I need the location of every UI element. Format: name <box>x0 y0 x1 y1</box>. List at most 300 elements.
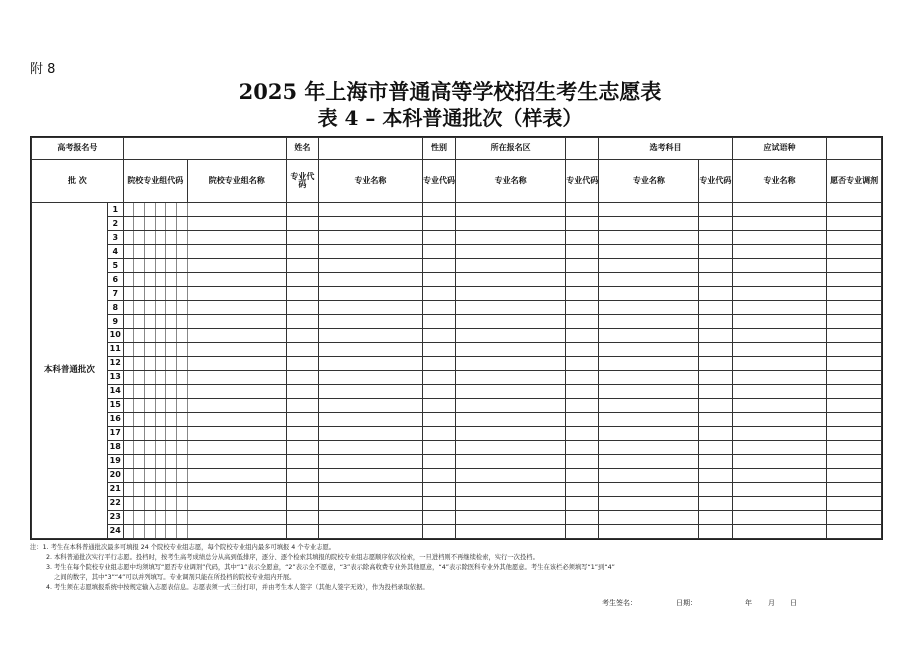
major-name-cell[interactable] <box>732 343 827 357</box>
group-code-digit-cell[interactable] <box>177 287 188 301</box>
major-name-cell[interactable] <box>732 245 827 259</box>
group-code-digit-cell[interactable] <box>155 385 166 399</box>
group-code-digit-cell[interactable] <box>145 496 156 510</box>
group-code-digit-cell[interactable] <box>145 371 156 385</box>
group-code-digit-cell[interactable] <box>145 524 156 538</box>
major-code-cell[interactable] <box>699 413 732 427</box>
group-code-digit-cell[interactable] <box>177 217 188 231</box>
major-name-cell[interactable] <box>732 357 827 371</box>
name-field[interactable] <box>318 138 422 160</box>
group-code-digit-cell[interactable] <box>134 259 145 273</box>
group-code-digit-cell[interactable] <box>123 273 134 287</box>
major-name-cell[interactable] <box>599 413 699 427</box>
major-code-cell[interactable] <box>422 440 455 454</box>
major-name-cell[interactable] <box>456 413 566 427</box>
adjust-cell[interactable] <box>827 413 882 427</box>
group-code-digit-cell[interactable] <box>177 385 188 399</box>
group-code-digit-cell[interactable] <box>145 301 156 315</box>
group-code-digit-cell[interactable] <box>166 468 177 482</box>
major-name-cell[interactable] <box>732 440 827 454</box>
group-code-digit-cell[interactable] <box>145 468 156 482</box>
major-code-cell[interactable] <box>422 273 455 287</box>
adjust-cell[interactable] <box>827 440 882 454</box>
major-name-cell[interactable] <box>599 231 699 245</box>
major-code-cell[interactable] <box>699 440 732 454</box>
group-name-cell[interactable] <box>187 385 286 399</box>
group-code-digit-cell[interactable] <box>123 217 134 231</box>
language-field[interactable] <box>827 138 882 160</box>
major-name-cell[interactable] <box>599 510 699 524</box>
group-code-digit-cell[interactable] <box>177 259 188 273</box>
adjust-cell[interactable] <box>827 454 882 468</box>
major-name-cell[interactable] <box>732 287 827 301</box>
major-code-cell[interactable] <box>566 399 599 413</box>
major-name-cell[interactable] <box>318 413 422 427</box>
major-code-cell[interactable] <box>422 510 455 524</box>
group-code-digit-cell[interactable] <box>145 217 156 231</box>
group-code-digit-cell[interactable] <box>123 399 134 413</box>
group-code-digit-cell[interactable] <box>177 482 188 496</box>
major-code-cell[interactable] <box>286 482 318 496</box>
major-name-cell[interactable] <box>732 413 827 427</box>
group-code-digit-cell[interactable] <box>166 217 177 231</box>
major-code-cell[interactable] <box>566 315 599 329</box>
group-name-cell[interactable] <box>187 413 286 427</box>
major-name-cell[interactable] <box>318 399 422 413</box>
group-code-digit-cell[interactable] <box>134 440 145 454</box>
group-code-digit-cell[interactable] <box>177 524 188 538</box>
major-name-cell[interactable] <box>456 468 566 482</box>
major-name-cell[interactable] <box>732 203 827 217</box>
group-code-digit-cell[interactable] <box>177 357 188 371</box>
group-name-cell[interactable] <box>187 315 286 329</box>
major-code-cell[interactable] <box>699 426 732 440</box>
major-name-cell[interactable] <box>599 482 699 496</box>
group-name-cell[interactable] <box>187 245 286 259</box>
group-name-cell[interactable] <box>187 203 286 217</box>
adjust-cell[interactable] <box>827 357 882 371</box>
group-code-digit-cell[interactable] <box>123 371 134 385</box>
major-name-cell[interactable] <box>318 371 422 385</box>
major-code-cell[interactable] <box>566 259 599 273</box>
group-code-digit-cell[interactable] <box>123 259 134 273</box>
group-code-digit-cell[interactable] <box>177 301 188 315</box>
group-code-digit-cell[interactable] <box>134 315 145 329</box>
major-code-cell[interactable] <box>422 203 455 217</box>
major-name-cell[interactable] <box>456 301 566 315</box>
adjust-cell[interactable] <box>827 329 882 343</box>
major-name-cell[interactable] <box>456 399 566 413</box>
major-code-cell[interactable] <box>699 203 732 217</box>
adjust-cell[interactable] <box>827 287 882 301</box>
group-name-cell[interactable] <box>187 426 286 440</box>
major-name-cell[interactable] <box>456 357 566 371</box>
major-code-cell[interactable] <box>699 468 732 482</box>
major-code-cell[interactable] <box>286 357 318 371</box>
group-code-digit-cell[interactable] <box>166 426 177 440</box>
major-name-cell[interactable] <box>318 454 422 468</box>
group-code-digit-cell[interactable] <box>134 357 145 371</box>
major-code-cell[interactable] <box>422 524 455 538</box>
group-code-digit-cell[interactable] <box>134 454 145 468</box>
group-name-cell[interactable] <box>187 510 286 524</box>
major-code-cell[interactable] <box>699 301 732 315</box>
major-code-cell[interactable] <box>422 413 455 427</box>
group-code-digit-cell[interactable] <box>166 385 177 399</box>
group-name-cell[interactable] <box>187 259 286 273</box>
major-code-cell[interactable] <box>286 371 318 385</box>
major-name-cell[interactable] <box>732 482 827 496</box>
group-code-digit-cell[interactable] <box>177 440 188 454</box>
major-code-cell[interactable] <box>699 496 732 510</box>
major-code-cell[interactable] <box>699 231 732 245</box>
group-code-digit-cell[interactable] <box>145 245 156 259</box>
group-code-digit-cell[interactable] <box>145 399 156 413</box>
major-code-cell[interactable] <box>566 231 599 245</box>
major-code-cell[interactable] <box>286 245 318 259</box>
major-name-cell[interactable] <box>318 385 422 399</box>
group-code-digit-cell[interactable] <box>134 245 145 259</box>
adjust-cell[interactable] <box>827 468 882 482</box>
group-code-digit-cell[interactable] <box>134 399 145 413</box>
group-code-digit-cell[interactable] <box>177 371 188 385</box>
group-code-digit-cell[interactable] <box>166 273 177 287</box>
major-code-cell[interactable] <box>422 399 455 413</box>
group-code-digit-cell[interactable] <box>166 399 177 413</box>
major-code-cell[interactable] <box>699 524 732 538</box>
major-name-cell[interactable] <box>318 273 422 287</box>
major-code-cell[interactable] <box>422 329 455 343</box>
group-code-digit-cell[interactable] <box>123 482 134 496</box>
group-name-cell[interactable] <box>187 217 286 231</box>
adjust-cell[interactable] <box>827 399 882 413</box>
group-code-digit-cell[interactable] <box>134 301 145 315</box>
group-code-digit-cell[interactable] <box>134 482 145 496</box>
major-code-cell[interactable] <box>422 301 455 315</box>
group-code-digit-cell[interactable] <box>166 413 177 427</box>
group-code-digit-cell[interactable] <box>123 301 134 315</box>
major-code-cell[interactable] <box>699 454 732 468</box>
group-code-digit-cell[interactable] <box>134 217 145 231</box>
major-name-cell[interactable] <box>456 385 566 399</box>
group-code-digit-cell[interactable] <box>166 343 177 357</box>
major-code-cell[interactable] <box>699 510 732 524</box>
major-code-cell[interactable] <box>566 371 599 385</box>
adjust-cell[interactable] <box>827 343 882 357</box>
major-name-cell[interactable] <box>732 399 827 413</box>
major-code-cell[interactable] <box>422 343 455 357</box>
major-code-cell[interactable] <box>699 399 732 413</box>
major-code-cell[interactable] <box>422 245 455 259</box>
group-code-digit-cell[interactable] <box>177 273 188 287</box>
group-name-cell[interactable] <box>187 524 286 538</box>
group-code-digit-cell[interactable] <box>155 231 166 245</box>
major-name-cell[interactable] <box>599 496 699 510</box>
major-code-cell[interactable] <box>566 468 599 482</box>
group-code-digit-cell[interactable] <box>134 468 145 482</box>
major-code-cell[interactable] <box>699 482 732 496</box>
group-code-digit-cell[interactable] <box>134 426 145 440</box>
group-code-digit-cell[interactable] <box>145 231 156 245</box>
major-name-cell[interactable] <box>599 524 699 538</box>
major-name-cell[interactable] <box>318 510 422 524</box>
major-name-cell[interactable] <box>318 440 422 454</box>
group-code-digit-cell[interactable] <box>145 287 156 301</box>
group-code-digit-cell[interactable] <box>166 203 177 217</box>
major-name-cell[interactable] <box>318 329 422 343</box>
major-code-cell[interactable] <box>566 329 599 343</box>
major-code-cell[interactable] <box>699 371 732 385</box>
group-code-digit-cell[interactable] <box>134 496 145 510</box>
group-code-digit-cell[interactable] <box>123 329 134 343</box>
adjust-cell[interactable] <box>827 217 882 231</box>
major-name-cell[interactable] <box>318 231 422 245</box>
major-name-cell[interactable] <box>456 259 566 273</box>
exam-no-field[interactable] <box>123 138 286 160</box>
group-code-digit-cell[interactable] <box>155 315 166 329</box>
group-code-digit-cell[interactable] <box>123 203 134 217</box>
major-code-cell[interactable] <box>699 273 732 287</box>
major-name-cell[interactable] <box>599 399 699 413</box>
group-code-digit-cell[interactable] <box>145 426 156 440</box>
group-code-digit-cell[interactable] <box>145 329 156 343</box>
group-code-digit-cell[interactable] <box>177 496 188 510</box>
group-code-digit-cell[interactable] <box>177 399 188 413</box>
major-code-cell[interactable] <box>566 273 599 287</box>
major-code-cell[interactable] <box>286 343 318 357</box>
major-name-cell[interactable] <box>318 468 422 482</box>
major-code-cell[interactable] <box>422 385 455 399</box>
major-code-cell[interactable] <box>286 524 318 538</box>
major-name-cell[interactable] <box>599 454 699 468</box>
adjust-cell[interactable] <box>827 426 882 440</box>
group-code-digit-cell[interactable] <box>134 343 145 357</box>
group-code-digit-cell[interactable] <box>155 217 166 231</box>
group-code-digit-cell[interactable] <box>155 371 166 385</box>
group-code-digit-cell[interactable] <box>177 329 188 343</box>
adjust-cell[interactable] <box>827 524 882 538</box>
major-name-cell[interactable] <box>599 329 699 343</box>
adjust-cell[interactable] <box>827 385 882 399</box>
group-code-digit-cell[interactable] <box>123 413 134 427</box>
group-code-digit-cell[interactable] <box>123 343 134 357</box>
major-code-cell[interactable] <box>286 440 318 454</box>
major-name-cell[interactable] <box>732 524 827 538</box>
group-code-digit-cell[interactable] <box>123 231 134 245</box>
major-name-cell[interactable] <box>318 357 422 371</box>
group-code-digit-cell[interactable] <box>155 245 166 259</box>
group-code-digit-cell[interactable] <box>134 524 145 538</box>
major-code-cell[interactable] <box>566 287 599 301</box>
major-name-cell[interactable] <box>456 329 566 343</box>
group-name-cell[interactable] <box>187 329 286 343</box>
major-code-cell[interactable] <box>422 426 455 440</box>
group-code-digit-cell[interactable] <box>134 510 145 524</box>
group-code-digit-cell[interactable] <box>155 329 166 343</box>
major-name-cell[interactable] <box>732 329 827 343</box>
major-name-cell[interactable] <box>732 385 827 399</box>
adjust-cell[interactable] <box>827 245 882 259</box>
major-code-cell[interactable] <box>286 510 318 524</box>
major-code-cell[interactable] <box>699 287 732 301</box>
major-code-cell[interactable] <box>422 357 455 371</box>
major-code-cell[interactable] <box>286 468 318 482</box>
major-name-cell[interactable] <box>456 426 566 440</box>
major-name-cell[interactable] <box>599 301 699 315</box>
major-name-cell[interactable] <box>732 315 827 329</box>
group-name-cell[interactable] <box>187 482 286 496</box>
major-name-cell[interactable] <box>732 454 827 468</box>
major-name-cell[interactable] <box>318 301 422 315</box>
major-code-cell[interactable] <box>286 496 318 510</box>
major-code-cell[interactable] <box>286 259 318 273</box>
group-name-cell[interactable] <box>187 454 286 468</box>
group-code-digit-cell[interactable] <box>155 203 166 217</box>
group-code-digit-cell[interactable] <box>123 357 134 371</box>
major-code-cell[interactable] <box>422 454 455 468</box>
group-code-digit-cell[interactable] <box>134 371 145 385</box>
group-code-digit-cell[interactable] <box>177 468 188 482</box>
group-code-digit-cell[interactable] <box>155 287 166 301</box>
group-code-digit-cell[interactable] <box>145 510 156 524</box>
group-code-digit-cell[interactable] <box>166 245 177 259</box>
major-code-cell[interactable] <box>286 399 318 413</box>
group-code-digit-cell[interactable] <box>123 510 134 524</box>
major-code-cell[interactable] <box>286 203 318 217</box>
group-code-digit-cell[interactable] <box>134 413 145 427</box>
major-code-cell[interactable] <box>699 357 732 371</box>
group-name-cell[interactable] <box>187 496 286 510</box>
major-code-cell[interactable] <box>699 217 732 231</box>
major-code-cell[interactable] <box>286 287 318 301</box>
major-name-cell[interactable] <box>456 454 566 468</box>
major-name-cell[interactable] <box>599 440 699 454</box>
major-name-cell[interactable] <box>456 231 566 245</box>
major-code-cell[interactable] <box>699 385 732 399</box>
major-name-cell[interactable] <box>732 259 827 273</box>
major-name-cell[interactable] <box>456 287 566 301</box>
major-code-cell[interactable] <box>699 315 732 329</box>
major-name-cell[interactable] <box>318 426 422 440</box>
group-code-digit-cell[interactable] <box>166 315 177 329</box>
major-name-cell[interactable] <box>318 524 422 538</box>
group-name-cell[interactable] <box>187 399 286 413</box>
major-code-cell[interactable] <box>286 329 318 343</box>
major-code-cell[interactable] <box>566 482 599 496</box>
group-code-digit-cell[interactable] <box>145 203 156 217</box>
group-code-digit-cell[interactable] <box>145 482 156 496</box>
group-code-digit-cell[interactable] <box>155 440 166 454</box>
group-code-digit-cell[interactable] <box>145 259 156 273</box>
major-code-cell[interactable] <box>286 231 318 245</box>
group-code-digit-cell[interactable] <box>166 440 177 454</box>
major-code-cell[interactable] <box>566 510 599 524</box>
major-name-cell[interactable] <box>599 245 699 259</box>
major-name-cell[interactable] <box>599 426 699 440</box>
group-name-cell[interactable] <box>187 287 286 301</box>
major-code-cell[interactable] <box>286 426 318 440</box>
group-code-digit-cell[interactable] <box>123 287 134 301</box>
adjust-cell[interactable] <box>827 371 882 385</box>
major-name-cell[interactable] <box>456 371 566 385</box>
group-name-cell[interactable] <box>187 357 286 371</box>
major-name-cell[interactable] <box>456 524 566 538</box>
group-code-digit-cell[interactable] <box>155 357 166 371</box>
major-name-cell[interactable] <box>599 287 699 301</box>
group-code-digit-cell[interactable] <box>123 454 134 468</box>
group-code-digit-cell[interactable] <box>123 524 134 538</box>
group-code-digit-cell[interactable] <box>145 357 156 371</box>
group-code-digit-cell[interactable] <box>166 454 177 468</box>
group-code-digit-cell[interactable] <box>134 287 145 301</box>
group-code-digit-cell[interactable] <box>177 454 188 468</box>
major-code-cell[interactable] <box>286 454 318 468</box>
group-code-digit-cell[interactable] <box>166 287 177 301</box>
major-name-cell[interactable] <box>456 482 566 496</box>
group-code-digit-cell[interactable] <box>166 496 177 510</box>
major-name-cell[interactable] <box>318 315 422 329</box>
major-code-cell[interactable] <box>422 231 455 245</box>
group-code-digit-cell[interactable] <box>155 510 166 524</box>
major-code-cell[interactable] <box>566 496 599 510</box>
major-name-cell[interactable] <box>599 468 699 482</box>
major-name-cell[interactable] <box>456 315 566 329</box>
major-code-cell[interactable] <box>566 217 599 231</box>
group-code-digit-cell[interactable] <box>155 482 166 496</box>
group-code-digit-cell[interactable] <box>166 259 177 273</box>
group-code-digit-cell[interactable] <box>177 203 188 217</box>
adjust-cell[interactable] <box>827 315 882 329</box>
major-code-cell[interactable] <box>699 343 732 357</box>
major-code-cell[interactable] <box>566 245 599 259</box>
major-code-cell[interactable] <box>566 413 599 427</box>
group-code-digit-cell[interactable] <box>166 482 177 496</box>
major-name-cell[interactable] <box>318 482 422 496</box>
major-code-cell[interactable] <box>566 343 599 357</box>
group-code-digit-cell[interactable] <box>166 510 177 524</box>
group-code-digit-cell[interactable] <box>177 231 188 245</box>
major-code-cell[interactable] <box>286 217 318 231</box>
major-name-cell[interactable] <box>456 496 566 510</box>
adjust-cell[interactable] <box>827 273 882 287</box>
district-field[interactable] <box>566 138 599 160</box>
group-code-digit-cell[interactable] <box>145 385 156 399</box>
major-name-cell[interactable] <box>456 217 566 231</box>
group-code-digit-cell[interactable] <box>134 329 145 343</box>
major-name-cell[interactable] <box>456 273 566 287</box>
group-code-digit-cell[interactable] <box>155 413 166 427</box>
group-code-digit-cell[interactable] <box>123 426 134 440</box>
group-code-digit-cell[interactable] <box>155 454 166 468</box>
group-code-digit-cell[interactable] <box>166 301 177 315</box>
adjust-cell[interactable] <box>827 259 882 273</box>
group-code-digit-cell[interactable] <box>155 524 166 538</box>
group-code-digit-cell[interactable] <box>155 496 166 510</box>
group-code-digit-cell[interactable] <box>177 413 188 427</box>
major-name-cell[interactable] <box>599 357 699 371</box>
major-name-cell[interactable] <box>318 287 422 301</box>
major-code-cell[interactable] <box>566 357 599 371</box>
adjust-cell[interactable] <box>827 231 882 245</box>
major-name-cell[interactable] <box>732 231 827 245</box>
group-code-digit-cell[interactable] <box>145 454 156 468</box>
group-code-digit-cell[interactable] <box>155 468 166 482</box>
group-code-digit-cell[interactable] <box>155 301 166 315</box>
group-code-digit-cell[interactable] <box>123 468 134 482</box>
group-code-digit-cell[interactable] <box>123 245 134 259</box>
major-code-cell[interactable] <box>422 371 455 385</box>
major-code-cell[interactable] <box>566 440 599 454</box>
